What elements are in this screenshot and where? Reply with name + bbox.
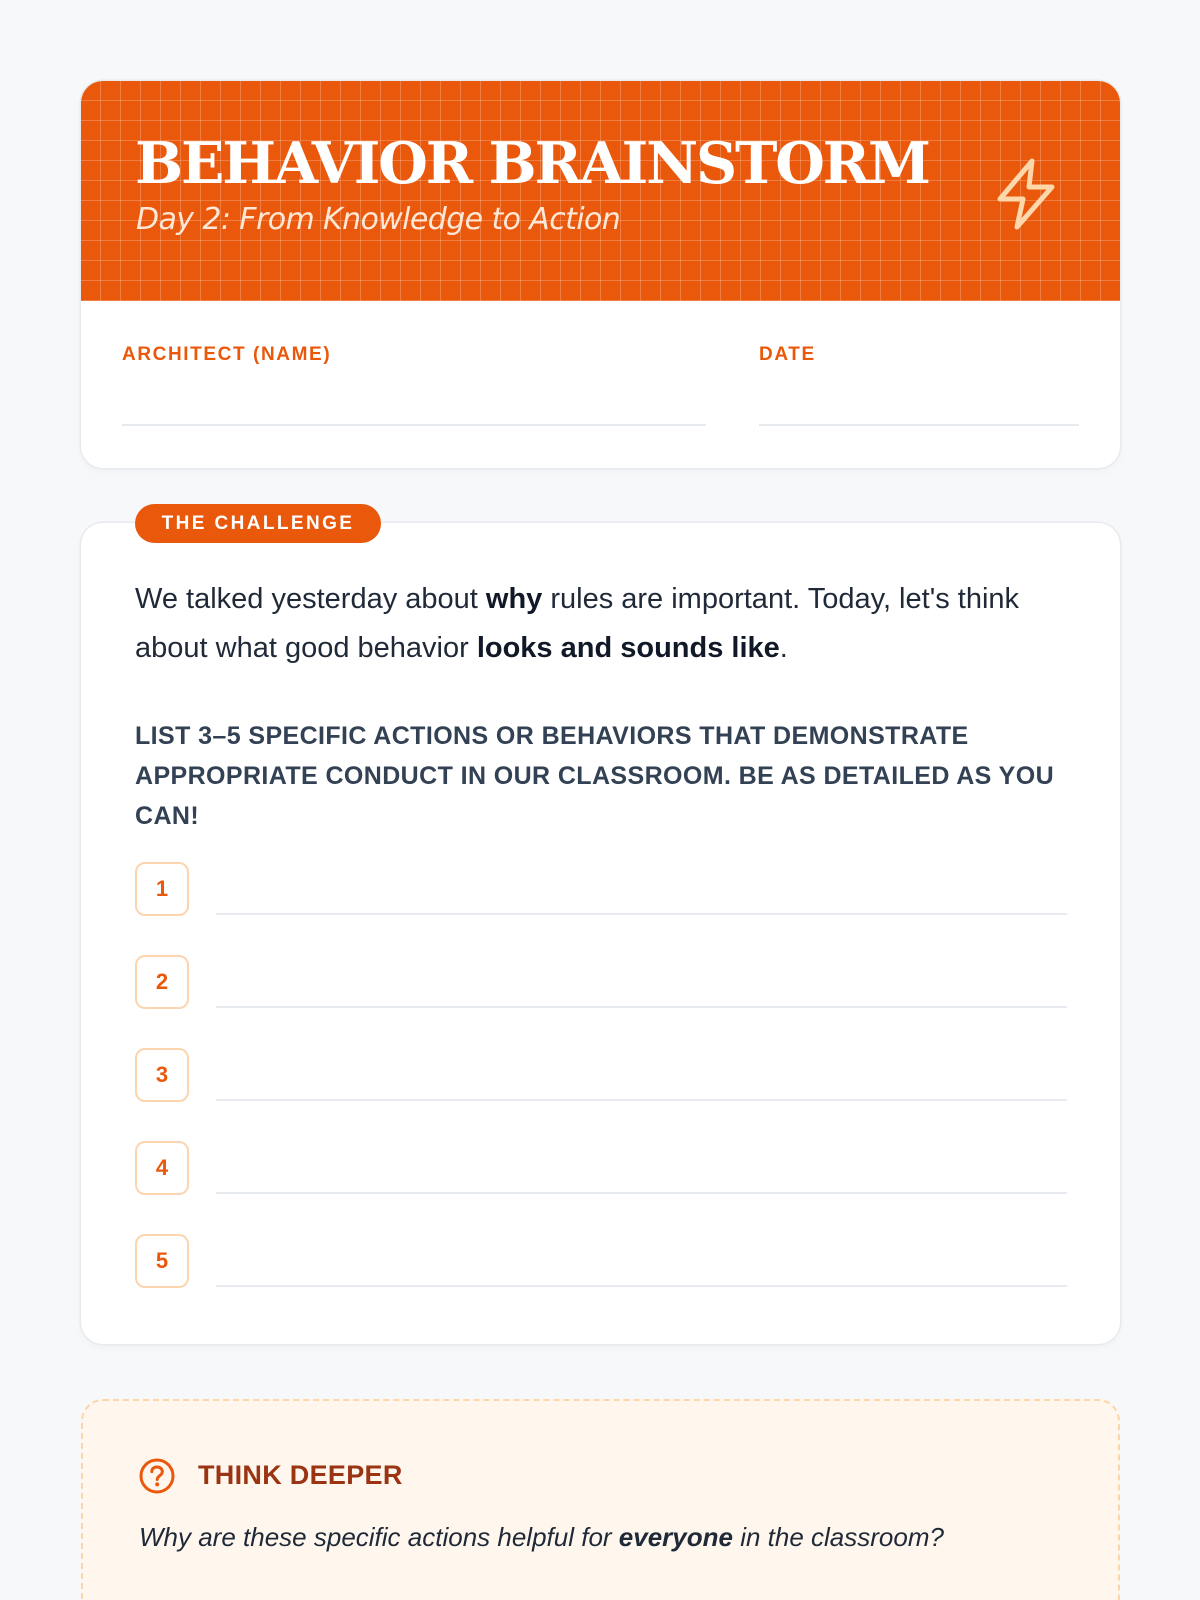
item-number: 1 xyxy=(135,862,189,916)
list-item xyxy=(135,862,1065,916)
challenge-instruction: LIST 3–5 SPECIFIC ACTIONS OR BEHAVIORS THAT DEMONSTRATE APPROPRIATE CONDUCT IN OUR CLASSROOM. BE AS DETAILED AS YOU CAN! xyxy=(135,722,1055,830)
answer-line[interactable] xyxy=(216,1006,1067,1008)
list-item xyxy=(135,1234,1065,1288)
list-item xyxy=(135,1048,1065,1102)
think-deeper-card xyxy=(81,1399,1120,1600)
name-field-label: ARCHITECT (NAME) xyxy=(122,344,332,365)
date-field[interactable] xyxy=(759,345,816,364)
worksheet xyxy=(81,81,1120,1552)
think-deeper-title: THINK DEEPER xyxy=(198,1460,403,1490)
name-field[interactable] xyxy=(122,345,331,364)
date-field-line[interactable] xyxy=(759,424,1079,426)
answer-line[interactable] xyxy=(216,1192,1067,1194)
answer-line[interactable] xyxy=(216,1099,1067,1101)
question-circle-icon xyxy=(138,1457,176,1495)
header-banner xyxy=(81,81,1120,301)
date-field-label: DATE xyxy=(759,344,816,365)
item-number: 5 xyxy=(135,1234,189,1288)
answer-line[interactable] xyxy=(216,1285,1067,1287)
student-info-row xyxy=(81,301,1120,468)
list-item xyxy=(135,955,1065,1009)
lightning-bolt-icon xyxy=(990,153,1062,233)
think-deeper-question: Why are these specific actions helpful for everyone in the classroom? xyxy=(139,1522,944,1552)
list-item xyxy=(135,1141,1065,1195)
item-number: 3 xyxy=(135,1048,189,1102)
challenge-card xyxy=(81,513,1120,1344)
item-number: 2 xyxy=(135,955,189,1009)
challenge-intro: We talked yesterday about why rules are important. Today, let's think about what good behavior looks and sounds like. xyxy=(135,583,1020,664)
item-number: 4 xyxy=(135,1141,189,1195)
answer-line[interactable] xyxy=(216,913,1067,915)
page-title: BEHAVIOR BRAINSTORM xyxy=(135,130,929,197)
challenge-badge: THE CHALLENGE xyxy=(135,504,381,543)
name-field-line[interactable] xyxy=(122,424,706,426)
page-subtitle: Day 2: From Knowledge to Action xyxy=(136,202,621,237)
header-card xyxy=(81,81,1120,468)
